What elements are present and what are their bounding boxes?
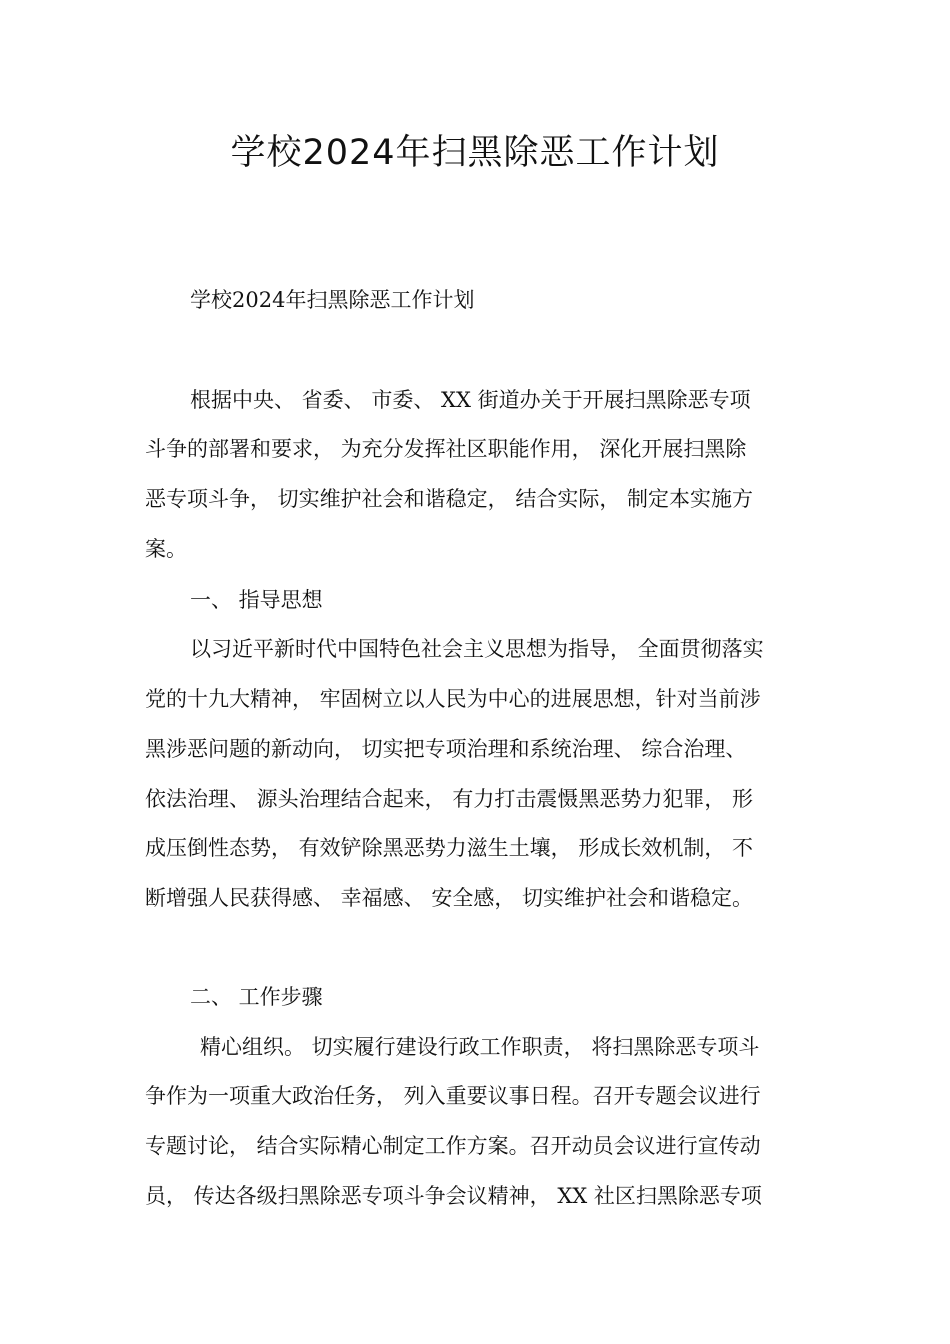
section-1-line-4: 依法治理、 源头治理结合起来， 有力打击震慑黑恶势力犯罪， 形 <box>145 787 754 811</box>
section-1-line-1: 以习近平新时代中国特色社会主义思想为指导， 全面贯彻落实 <box>190 637 764 661</box>
document-subtitle: 学校2024年扫黑除恶工作计划 <box>190 288 475 312</box>
section-1-heading: 一、 指导思想 <box>190 588 323 612</box>
section-2-line-2: 争作为一项重大政治任务， 列入重要议事日程。召开专题会议进行 <box>145 1084 761 1108</box>
section-2-line-3: 专题讨论， 结合实际精心制定工作方案。召开动员会议进行宣传动 <box>145 1134 761 1158</box>
section-1-line-6: 断增强人民获得感、 幸福感、 安全感， 切实维护社会和谐稳定。 <box>145 886 754 910</box>
section-1-line-3: 黑涉恶问题的新动向， 切实把专项治理和系统治理、 综合治理、 <box>145 737 747 761</box>
section-2-line-1: 精心组织。 切实履行建设行政工作职责， 将扫黑除恶专项斗 <box>200 1035 760 1059</box>
section-1-line-5: 成压倒性态势， 有效铲除黑恶势力滋生土壤， 形成长效机制， 不 <box>145 836 754 860</box>
section-2-line-4: 员， 传达各级扫黑除恶专项斗争会议精神， XX 社区扫黑除恶专项 <box>145 1184 762 1208</box>
document-title: 学校2024年扫黑除恶工作计划 <box>230 133 720 173</box>
intro-line-2: 斗争的部署和要求， 为充分发挥社区职能作用， 深化开展扫黑除 <box>145 437 747 461</box>
intro-line-1 <box>190 385 805 415</box>
section-1-line-2: 党的十九大精神， 牢固树立以人民为中心的进展思想，针对当前涉 <box>145 687 761 711</box>
intro-line-1-text: 根据中央、 省委、 市委、 XX 街道办关于开展扫黑除恶专项 <box>190 388 751 412</box>
intro-line-3: 恶专项斗争， 切实维护社会和谐稳定， 结合实际， 制定本实施方 <box>145 487 754 511</box>
section-2-heading: 二、 工作步骤 <box>190 985 323 1009</box>
intro-line-4: 案。 <box>145 537 187 561</box>
